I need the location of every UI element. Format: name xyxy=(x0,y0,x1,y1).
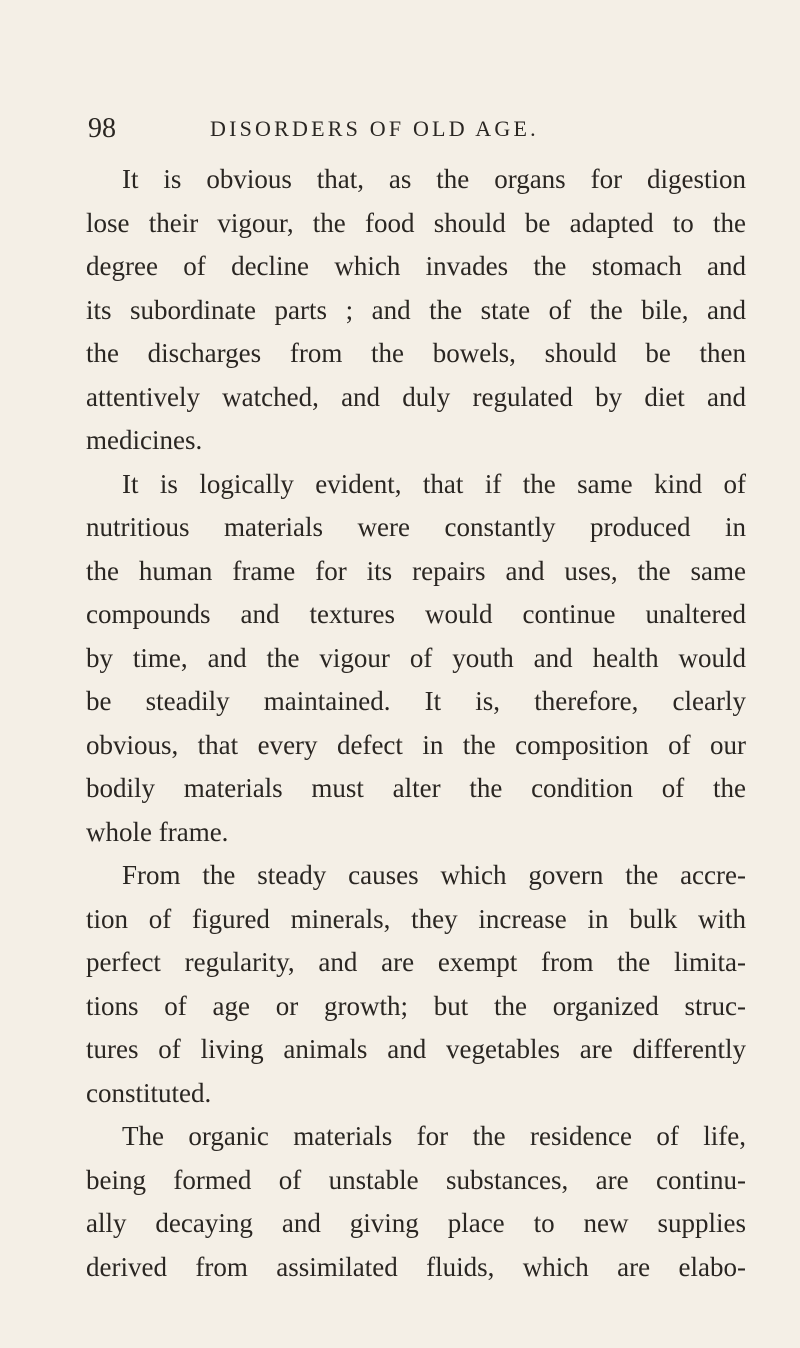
text-line: tion of figured minerals, they increase in bulk with xyxy=(86,903,746,934)
running-title: DISORDERS OF OLD AGE. xyxy=(210,116,539,141)
text-line: medicines. xyxy=(86,425,203,455)
text-line: It is logically evident, that if the same kind of xyxy=(122,468,746,499)
text-line: attentively watched, and duly regulated by diet and xyxy=(86,381,746,412)
text-line: compounds and textures would continue unaltered xyxy=(86,599,746,629)
text-line: tures of living animals and vegetables are differently xyxy=(86,1034,746,1064)
text-line: degree of decline which invades the stomach and xyxy=(86,251,746,281)
text-line: It is obvious that, as the organs for digestion xyxy=(122,164,746,194)
text-line: bodily materials must alter the condition of the xyxy=(86,773,746,803)
text-line: derived from assimilated fluids, which are elabo- xyxy=(86,1251,746,1282)
text-line: perfect regularity, and are exempt from the limita- xyxy=(86,947,746,977)
text-line: nutritious materials were constantly produced in xyxy=(86,512,746,542)
text-line: The organic materials for the residence of life, xyxy=(122,1121,746,1151)
text-line: constituted. xyxy=(86,1077,212,1108)
text-line: tions of age or growth; but the organized struc- xyxy=(86,990,746,1021)
text-line: From the steady causes which govern the accre- xyxy=(122,860,746,890)
page-number: 98 xyxy=(88,113,116,144)
text-line: whole frame. xyxy=(86,816,229,847)
text-line: by time, and the vigour of youth and health would xyxy=(86,642,746,673)
text-line: being formed of unstable substances, are continu- xyxy=(86,1164,746,1195)
text-line: the discharges from the bowels, should be then xyxy=(86,338,746,368)
text-line: ally decaying and giving place to new supplies xyxy=(86,1208,746,1238)
body-text xyxy=(86,158,746,1289)
running-head xyxy=(88,112,738,146)
text-line: lose their vigour, the food should be adapted to the xyxy=(86,207,746,238)
text-line: the human frame for its repairs and uses, the same xyxy=(86,555,746,586)
text-line: be steadily maintained. It is, therefore, clearly xyxy=(86,686,746,716)
text-line: obvious, that every defect in the composition of our xyxy=(86,729,746,760)
text-line: its subordinate parts ; and the state of the bile, and xyxy=(86,294,746,325)
